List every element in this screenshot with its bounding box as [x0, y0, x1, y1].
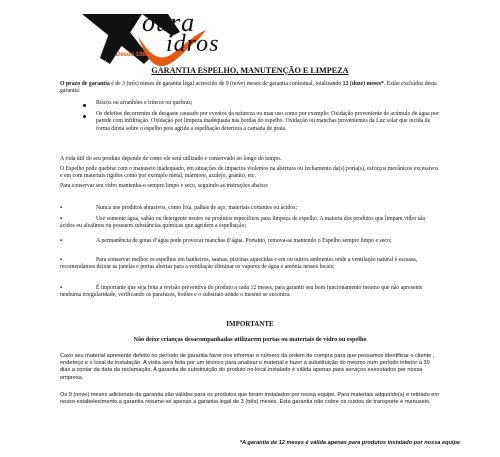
defect-paragraph: Caso seu material apresente defeito no período de garantia favor nos informar o número da ordem de compra para que possamos identificar o cliente , endereço e o local de instalação. A visita será feita por um técnico para analisar o material e fazer a substituição do mesmo num período inferior a 30 dias a contar da data da reclamação. A garantia de substituição do produto no local instalado é válida apenas para serviços executados por nossa empresa. — [60, 353, 435, 381]
intro-bold-total: 12 (doze) meses* — [342, 81, 384, 87]
square-bullet-icon: ▪ — [60, 285, 63, 291]
important-subheading: Não deixe crianças desacompanhadas utilizarem portas ou materiais de vidro ou espelho — [133, 336, 367, 343]
useful-life-paragraph: A vida útil do seu produto depende de como ele será utilizado e conservado ao longo do tempo. — [60, 156, 282, 162]
conserve-paragraph: Para conservar seu vidro mantenha-o sempre limpo e seco, seguindo as instruções abaixo: — [60, 183, 269, 189]
footnote: *A garantia de 12 meses é válida apenas para produtos instalado por nossa equipe — [239, 440, 460, 446]
logo-since: Desde 1980 — [116, 52, 150, 58]
intro-text-1: é de 3 (três) meses de garantia legal acrescido de 9 (nove) meses de garantia contratual, totalizando — [109, 81, 343, 87]
intro-text-2: . Estão excluídos desta garantia: — [60, 81, 437, 95]
logo-word-idros: idros — [166, 31, 220, 57]
logo-word-oura: oura — [142, 8, 196, 37]
square-bullet-icon: ▪ — [60, 216, 63, 222]
instruction-item-3: A permanência de gotas d’água pode provocar manchas d’água. Portanto, remova-as mantendo o Espelho sempre limpo e seco; — [96, 238, 392, 244]
intro-bold-lead: O prazo de garantia — [60, 81, 110, 87]
important-heading: IMPORTANTE — [226, 320, 274, 328]
bullet-dot-icon — [83, 115, 86, 118]
instruction-item-4: Para conservar melhor os espelhos em banheiros, saunas, piscinas aquecidas e em ou outros ambientes onde a ventilação natural é escassa, recomendamos deixar as janelas e portas abertas para a ventilação eliminar os vapores de água e amônia nesses locais; — [60, 257, 418, 271]
square-bullet-icon: ▪ — [60, 238, 63, 244]
exclusion-item-2: Os defeitos decorrentes de desgaste causado por eventos da natureza ou mau uso como por exemplo: Oxidação proveniente de acúmulo de água por parede com infiltração. Oxidação por limpeza inadequada nas bordas do espelho. Oxidação ou manchas provenientes da Luz solar que incida de forma direta sobre o espelho pois agride a espelhação deteriora a camada de prata. — [96, 111, 439, 132]
exclusion-item-1: Riscos ou arranhões e trincos ou quebras; — [96, 100, 193, 106]
page-title: GARANTIA ESPELHO, MANUTENÇÃO E LIMPEZA — [151, 66, 349, 75]
break-paragraph: O Espelho pode quebrar com o manuseio inadequado, em situações de impactos violentos na abertura ou fechamento da(s) porta(s), esforços mecânicos excessivos e em com materiais rígidos como por exemplo metal, mármore, azulejo, granito, etc. — [60, 166, 439, 180]
square-bullet-icon: ▪ — [60, 257, 63, 263]
bullet-dot-icon — [83, 104, 86, 107]
instruction-item-1: Nunca use produtos abrasivos, como lixa, palhas de aço, materiais cortantes ou ácidos; — [96, 205, 298, 211]
nine-months-paragraph: Os 9 (nove) meses adicionais da garantia são válidos para os produtos que foram instalados por nossa equipe. Para materiais adquirido(s) e retirado em nosso estabelecimento a garantia resume-se apenas a garantia legal de 3 (três) meses. Esta garantia não cobre os custos de transporte e manuseio. — [60, 392, 440, 406]
square-bullet-icon: ▪ — [60, 205, 63, 211]
instruction-item-5: É importante que seja feita a revisão preventiva do produto a cada 12 meses, para garantir seu bom funcionamento mesmo que não apresente nenhuma irregularidade, verificando os parafusos, botões e o substrato aonde o mesmo se encontra. — [60, 285, 423, 299]
intro-paragraph — [60, 81, 440, 96]
instruction-item-2: Use somente água, sabão ou detergente neutro ou produtos específicos para limpeza de espelho. A maioria dos produtos que limpam vidro são ácidos ou alcalinos ou possuem substâncias químicas que agridem a espelhação; — [60, 216, 426, 230]
